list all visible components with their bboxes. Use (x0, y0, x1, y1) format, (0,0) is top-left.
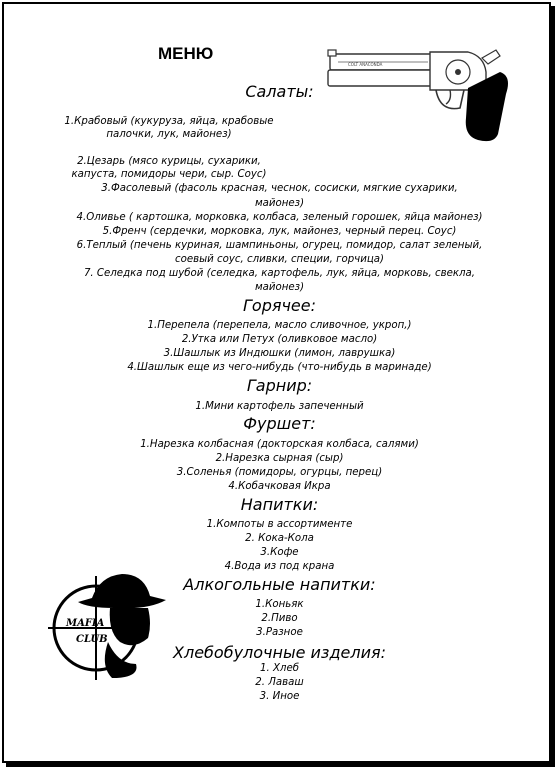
menu-item: 6.Теплый (печень куриная, шампиньоны, огурец, помидор, салат зеленый, (76, 240, 483, 251)
menu-item: 4.Шашлык еще из чего-нибудь (что-нибудь в маринаде) (127, 362, 432, 373)
section-heading-garnish: Гарнир: (246, 376, 313, 395)
section-heading-drinks: Напитки: (240, 495, 319, 514)
section-heading-bakery: Хлебобулочные изделия: (173, 643, 386, 662)
menu-item: палочки, лук, майонез) (106, 129, 232, 140)
section-heading-hot: Горячее: (242, 296, 316, 315)
svg-text:MAFIA: MAFIA (66, 618, 105, 629)
menu-item: 4.Вода из под крана (224, 561, 335, 572)
menu-item: 2.Цезарь (мясо курицы, сухарики, (77, 156, 261, 167)
section-heading-buffet: Фуршет: (243, 414, 316, 433)
menu-item: 1.Нарезка колбасная (докторская колбаса, салями) (140, 439, 419, 450)
menu-item: 1.Компоты в ассортименте (206, 519, 353, 530)
menu-item: капуста, помидоры чери, сыр. Соус) (71, 169, 267, 180)
menu-item: 3. Иное (259, 691, 300, 702)
menu-item: 3.Кофе (260, 547, 299, 558)
menu-item: 4.Кобачковая Икра (228, 481, 331, 492)
menu-item: майонез) (254, 282, 305, 293)
menu-item: 2.Пиво (261, 613, 298, 624)
menu-item: 5.Френч (сердечки, морковка, лук, майонез, черный перец. Соус) (102, 226, 457, 237)
menu-item: 1.Коньяк (255, 599, 304, 610)
menu-item: 2. Лаваш (255, 677, 304, 688)
menu-item: 2.Утка или Петух (оливковое масло) (181, 334, 378, 345)
revolver-illustration (318, 42, 514, 170)
menu-title: МЕНЮ (158, 44, 214, 63)
gun-engraving: COLT ANACONDA (348, 62, 383, 67)
svg-text:CLUB: CLUB (76, 634, 108, 645)
menu-item: 3.Фасолевый (фасоль красная, чеснок, сосиски, мягкие сухарики, (101, 183, 458, 194)
menu-item: 1.Мини картофель запеченный (195, 401, 364, 412)
menu-item: 2. Кока-Кола (245, 533, 314, 544)
menu-item: соевый соус, сливки, специи, горчица) (175, 254, 384, 265)
menu-item: 3.Шашлык из Индюшки (лимон, лаврушка) (163, 348, 396, 359)
menu-item: 7. Селедка под шубой (селедка, картофель, лук, яйца, морковь, свекла, (83, 268, 476, 279)
menu-item: 2.Нарезка сырная (сыр) (215, 453, 344, 464)
menu-item: 3.Разное (256, 627, 303, 638)
menu-item: майонез) (254, 198, 305, 209)
menu-item: 4.Оливье ( картошка, морковка, колбаса, зеленый горошек, яйца майонез) (76, 212, 483, 223)
menu-item: 1.Перепела (перепела, масло сливочное, укроп,) (147, 320, 412, 331)
section-heading-salads: Салаты: (245, 82, 314, 101)
section-heading-alcohol: Алкогольные напитки: (183, 575, 376, 594)
menu-item: 3.Соленья (помидоры, огурцы, перец) (176, 467, 383, 478)
menu-item: 1.Крабовый (кукуруза, яйца, крабовые (64, 116, 274, 127)
menu-item: 1. Хлеб (260, 663, 299, 674)
